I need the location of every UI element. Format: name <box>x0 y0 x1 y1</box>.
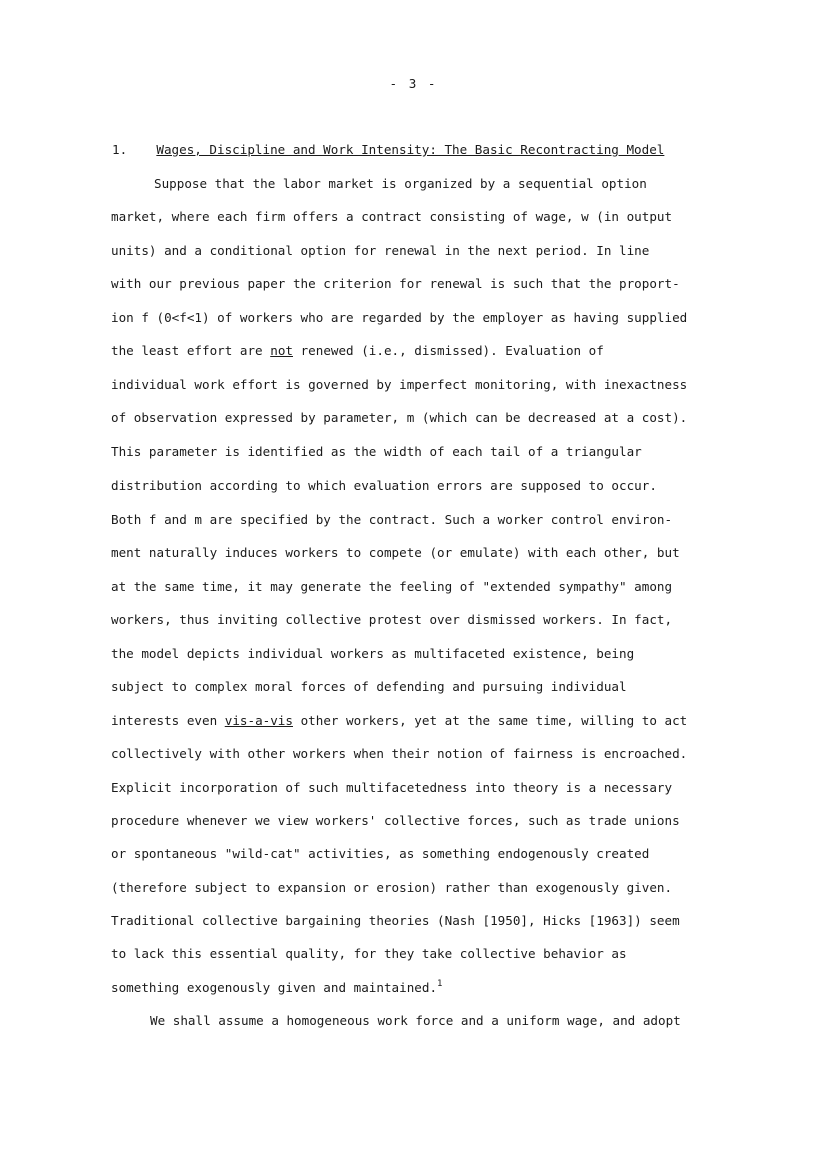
paragraph-line: This parameter is identified as the width of each tail of a triangular <box>111 444 642 459</box>
paragraph-line: Traditional collective bargaining theories (Nash [1950], Hicks [1963]) seem <box>111 913 680 928</box>
section-heading <box>112 142 664 157</box>
paragraph-line: to lack this essential quality, for they take collective behavior as <box>111 946 627 961</box>
paragraph-line: Both f and m are specified by the contract. Such a worker control environ- <box>111 512 673 527</box>
paragraph-line: individual work effort is governed by imperfect monitoring, with inexactness <box>111 377 688 392</box>
text-segment: something exogenously given and maintained. <box>111 980 438 995</box>
text-segment: other workers, yet at the same time, willing to act <box>292 713 688 728</box>
paragraph-line <box>111 343 604 358</box>
footnote-marker: 1 <box>437 979 443 989</box>
paragraph-line: units) and a conditional option for renewal in the next period. In line <box>111 243 650 258</box>
paragraph-line <box>111 979 442 995</box>
paragraph-line: collectively with other workers when their notion of fairness is encroached. <box>111 746 688 761</box>
paragraph-line: the model depicts individual workers as multifaceted existence, being <box>111 646 635 661</box>
paragraph-line: Suppose that the labor market is organized by a sequential option <box>154 176 647 191</box>
paragraph-line: distribution according to which evaluation errors are supposed to occur. <box>111 478 657 493</box>
paragraph-line: with our previous paper the criterion for renewal is such that the proport- <box>111 276 680 291</box>
paragraph-line: We shall assume a homogeneous work force and a uniform wage, and adopt <box>150 1013 681 1028</box>
paragraph-line: market, where each firm offers a contract consisting of wage, w (in output <box>111 209 673 224</box>
paragraph-line: Explicit incorporation of such multifacetedness into theory is a necessary <box>111 780 673 795</box>
paragraph-line <box>111 713 687 728</box>
paragraph-line: or spontaneous "wild-cat" activities, as something endogenously created <box>111 846 650 861</box>
text-segment: the least effort are <box>111 343 271 358</box>
paragraph-line: procedure whenever we view workers' collective forces, such as trade unions <box>111 813 680 828</box>
paragraph-line: ion f (0<f<1) of workers who are regarded by the employer as having supplied <box>111 310 688 325</box>
paragraph-line: ment naturally induces workers to compete (or emulate) with each other, but <box>111 545 680 560</box>
page-number: - 3 - <box>389 76 438 91</box>
emphasis-vis-a-vis: vis-a-vis <box>224 713 293 728</box>
section-title: Wages, Discipline and Work Intensity: The Basic Recontracting Model <box>156 142 665 157</box>
section-number: 1. <box>112 142 128 157</box>
paragraph-line: workers, thus inviting collective protest over dismissed workers. In fact, <box>111 612 673 627</box>
text-segment: interests even <box>111 713 225 728</box>
emphasis-not: not <box>270 343 293 358</box>
text-segment: renewed (i.e., dismissed). Evaluation of <box>292 343 604 358</box>
paragraph-line: (therefore subject to expansion or erosion) rather than exogenously given. <box>111 880 673 895</box>
paragraph-line: at the same time, it may generate the feeling of "extended sympathy" among <box>111 579 673 594</box>
paragraph-line: of observation expressed by parameter, m (which can be decreased at a cost). <box>111 410 688 425</box>
paragraph-line: subject to complex moral forces of defending and pursuing individual <box>111 679 627 694</box>
